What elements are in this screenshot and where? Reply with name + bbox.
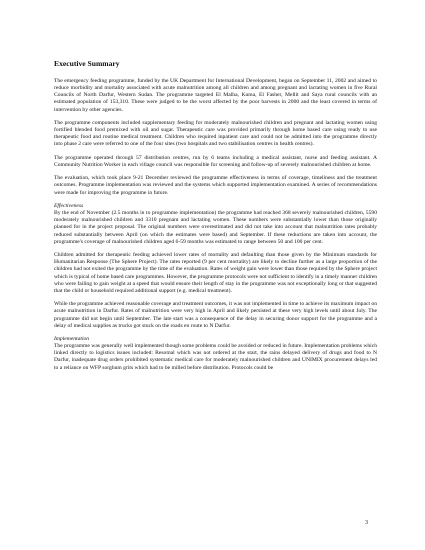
page-number: 3 [365, 520, 368, 526]
document-body [54, 78, 377, 372]
subsection-heading: Effectiveness [54, 202, 84, 209]
paragraph: Children admitted for therapeutic feeding achieved lower rates of mortality and defaulting than those given by the Minimum standards for Humanitarian Response (The Sphere Project). The rates reported (9 per cent mortality) are likely to decline further as a large proportion of the children had not exited the programme by the time of the evaluation. Rates of weight gain were lower than those required by the Sphere project which is typical of home based care programmes. However, the programme protocols were not sufficient to identify in a timely manner children who were failing to gain weight at a speed that would ensure their length of stay in the programme was not exceptionally long or that suggested that the child or household required additional support (e.g. medical treatment). [54, 252, 377, 294]
paragraph: The programme was generally well implemented though some problems could be avoided or reduced in future. Implementation problems which linked directly to logistics issues included: Resomal which was not ordered at the start, the rains delayed delivery of drugs and food to N Darfur, inadequate drug orders prohibited systematic medical care for moderately malnourished children and UNIMIX procurement delays led to a reliance on WFP sorghum grits which had to be milled before distribution. Protocols could be [54, 343, 377, 371]
section-title: Executive Summary [54, 59, 120, 68]
paragraph: While the programme achieved reasonable coverage and treatment outcomes, it was not implemented in time to achieve its maximum impact on acute malnutrition in Darfur. Rates of malnutrition were very high in April and likely persisted at these very high levels until about July. The programme did not begin until September. The late start was a consequence of the delay in securing donor support for the programme and a delay of medical supplies as trucks got stuck on the roads en route to N Darfur. [54, 301, 377, 329]
paragraph: By the end of November (2.5 months in to programme implementation) the programme had reached 368 severely malnourished children, 5590 moderately malnourished children and 3310 pregnant and lactating women. These numbers were substantially lower than those originally planned for in the project proposal. The original numbers were overestimated and did not take into account that malnutrition rates probably reduced substantially between April (on which the estimates were based) and September. If these reductions are taken into account, the programme's coverage of malnourished children aged 6-59 months was estimated to range between 50 and 100 per cent. [54, 210, 377, 245]
paragraph: The emergency feeding programme, funded by the UK Department for International Development, began on September 11, 2002 and aimed to reduce morbidity and mortality associated with acute malnutrition among all children and among pregnant and lactating women in five Rural Councils of North Darfur, Western Sudan. The programme targeted El Malha, Kuma, El Fasher, Mellit and Saya rural councils with an estimated population of 153,310. These were judged to be the worst affected by the poor harvests in 2000 and the least covered in terms of intervention by other agencies. [54, 78, 377, 113]
paragraph: The evaluation, which took place 9-21 December reviewed the programme effectiveness in terms of coverage, timeliness and the treatment outcomes. Programme implementation was reviewed and the systems which supported implementation examined. A series of recommendations were made for improving the programme in future. [54, 175, 377, 196]
paragraph: The programme components included supplementary feeding for moderately malnourished children and pregnant and lactating women using fortified blended food premixed with oil and sugar. Therapeutic care was provided primarily through home based care using ready to use therapeutic food and routine medical treatment. Children who required inpatient care and could not be admitted into the programme directly into phase 2 care were referred to one of the four sites (two hospitals and two stabilisation centres in health centres). [54, 119, 377, 148]
subsection-heading: Implementation [54, 336, 90, 342]
paragraph: The programme operated through 57 distribution centres, run by 6 teams including a medical assistant, nurse and feeding assistant. A Community Nutrition Worker in each village council was responsible for screening and follow-up of severely malnourished children at home. [54, 154, 377, 168]
